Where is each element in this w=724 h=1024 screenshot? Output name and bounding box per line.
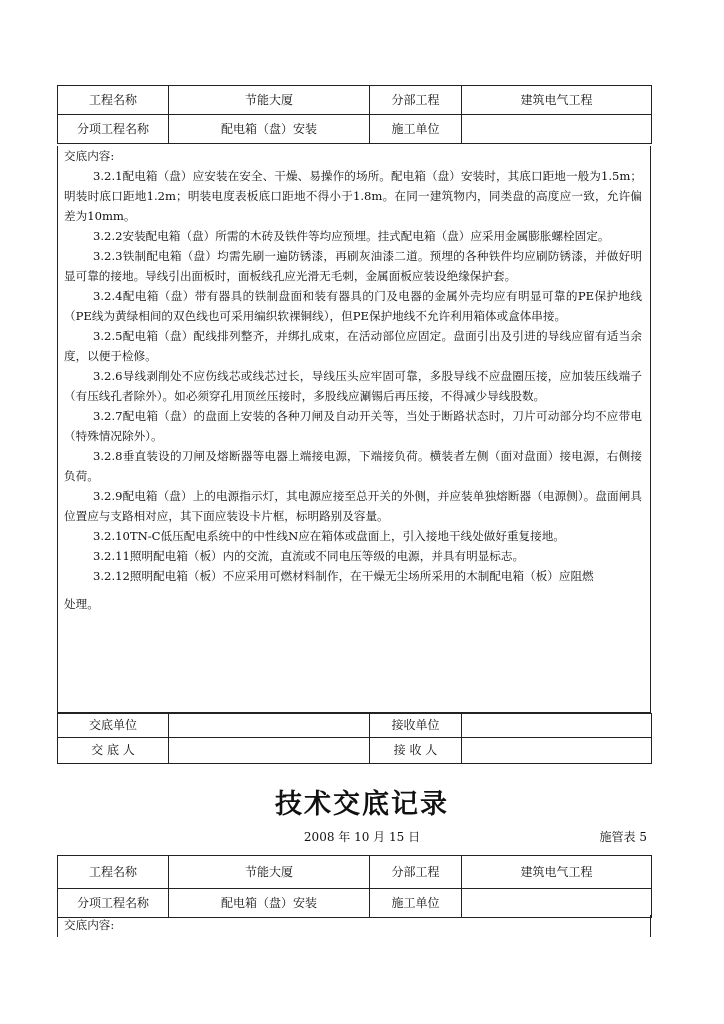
paragraph-3-2-4: 3.2.4配电箱（盘）带有器具的铁制盘面和装有器具的门及电器的金属外壳均应有明显可靠的PE保护地线（PE线为黄绿相间的双色线也可采用编织软裸铜线），但PE保护地线不允许利用箱体或盒体串接。 — [64, 289, 642, 323]
receiving-unit-value — [462, 714, 652, 738]
paragraph-3-2-8: 3.2.8垂直装设的刀闸及熔断器等电器上端接电源，下端接负荷。横装者左侧（面对盘面）接电源，右侧接负荷。 — [64, 449, 642, 483]
content-text — [58, 146, 650, 614]
subproject-label: 分项工程名称 — [58, 115, 169, 144]
table-row — [58, 738, 652, 764]
paragraph-3-2-11: 3.2.11照明配电箱（板）内的交流，直流或不同电压等级的电源，并具有明显标志。 — [93, 549, 525, 563]
project-name-label: 工程名称 — [58, 856, 169, 889]
construction-unit-label: 施工单位 — [370, 115, 462, 144]
table-row — [58, 889, 652, 918]
project-name-value: 节能大厦 — [169, 86, 370, 115]
page-title: 技术交底记录 — [275, 789, 449, 820]
subproject-label: 分项工程名称 — [58, 889, 169, 918]
division-value: 建筑电气工程 — [462, 86, 652, 115]
signature-table — [57, 713, 652, 764]
table-row — [58, 714, 652, 738]
content-heading: 交底内容: — [64, 149, 115, 163]
handover-unit-value — [169, 714, 370, 738]
paragraph-3-2-5: 3.2.5配电箱（盘）配线排列整齐，并绑扎成束，在活动部位应固定。盘面引出及引进的导线应留有适当余度，以便于检修。 — [64, 329, 642, 363]
division-label: 分部工程 — [370, 856, 462, 889]
project-name-label: 工程名称 — [58, 86, 169, 115]
table-row — [58, 856, 652, 889]
paragraph-tail: 处理。 — [64, 597, 99, 611]
form-number: 施管表 5 — [599, 830, 647, 844]
construction-unit-label: 施工单位 — [370, 889, 462, 918]
receiving-unit-label: 接收单位 — [370, 714, 462, 738]
content-text — [58, 915, 650, 935]
paragraph-3-2-3: 3.2.3铁制配电箱（盘）均需先刷一遍防锈漆，再刷灰油漆二道。预埋的各种铁件均应刷防锈漆，并做好明显可靠的接地。导线引出面板时，面板线孔应光滑无毛刺，金属面板应装设绝缘保护套。 — [64, 249, 642, 283]
paragraph-3-2-9: 3.2.9配电箱（盘）上的电源指示灯，其电源应接至总开关的外侧，并应装单独熔断器（电源侧）。盘面闸具位置应与支路相对应，其下面应装设卡片框，标明路别及容量。 — [64, 489, 642, 523]
paragraph-3-2-7: 3.2.7配电箱（盘）的盘面上安装的各种刀闸及自动开关等，当处于断路状态时，刀片可动部分均不应带电（特殊情况除外）。 — [64, 409, 642, 443]
paragraph-3-2-2: 3.2.2安装配电箱（盘）所需的木砖及铁件等均应预埋。挂式配电箱（盘）应采用金属膨胀螺栓固定。 — [93, 229, 610, 243]
paragraph-3-2-12: 3.2.12照明配电箱（板）不应采用可燃材料制作，在干燥无尘场所采用的木制配电箱（板）应阻燃 — [93, 569, 594, 583]
subproject-value: 配电箱（盘）安装 — [169, 115, 370, 144]
division-label: 分部工程 — [370, 86, 462, 115]
receiving-person-label: 接 收 人 — [370, 738, 462, 764]
header-table-1 — [57, 85, 652, 144]
header-table-2 — [57, 855, 652, 918]
content-box-1 — [57, 146, 651, 713]
construction-unit-value — [462, 115, 652, 144]
table-row — [58, 86, 652, 115]
content-box-2 — [57, 915, 651, 937]
paragraph-3-2-1: 3.2.1配电箱（盘）应安装在安全、干燥、易操作的场所。配电箱（盘）安装时，其底口距地一般为1.5m；明装时底口距地1.2m；明装电度表板底口距地不得小于1.8m。在同一建筑物内，同类盘的高度应一致，允许偏差为10mm。 — [64, 169, 642, 223]
receiving-person-value — [462, 738, 652, 764]
handover-person-value — [169, 738, 370, 764]
handover-unit-label: 交底单位 — [58, 714, 169, 738]
project-name-value: 节能大厦 — [169, 856, 370, 889]
paragraph-3-2-6: 3.2.6导线剥削处不应伤线芯或线芯过长，导线压头应牢固可靠，多股导线不应盘圈压接，应加装压线端子（有压线孔者除外）。如必须穿孔用顶丝压接时，多股线应涮锡后再压接，不得减少导线股数。 — [64, 369, 642, 403]
handover-person-label: 交 底 人 — [58, 738, 169, 764]
subproject-value: 配电箱（盘）安装 — [169, 889, 370, 918]
division-value: 建筑电气工程 — [462, 856, 652, 889]
content-heading: 交底内容: — [64, 918, 115, 932]
record-date: 2008 年 10 月 15 日 — [303, 830, 421, 844]
table-row — [58, 115, 652, 144]
construction-unit-value — [462, 889, 652, 918]
paragraph-3-2-10: 3.2.10TN-C低压配电系统中的中性线N应在箱体或盘面上，引入接地干线处做好重复接地。 — [93, 529, 565, 543]
